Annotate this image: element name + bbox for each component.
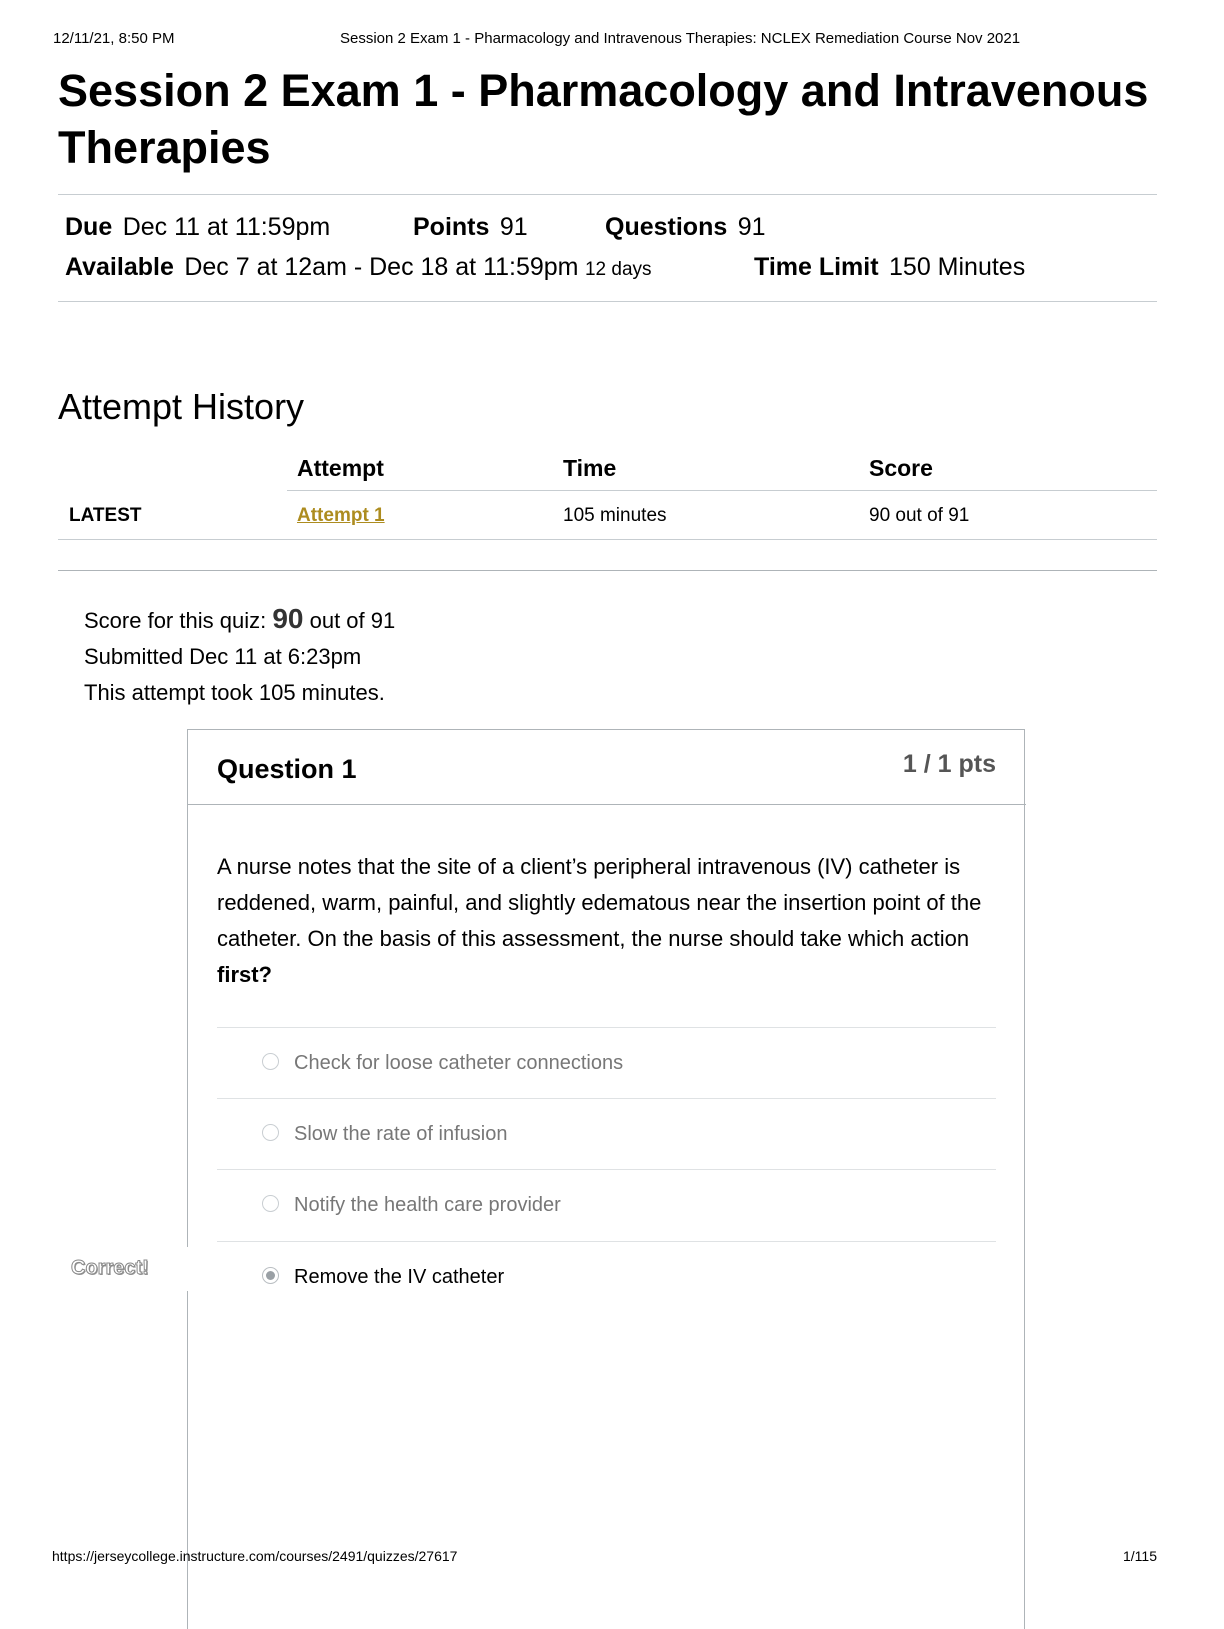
- question-header: [188, 730, 1026, 805]
- attempt-history-title: Attempt History: [58, 386, 305, 427]
- print-doc-title: Session 2 Exam 1 - Pharmacology and Intravenous Therapies: NCLEX Remediation Course Nov 2021: [340, 30, 1021, 47]
- answer-option-selected[interactable]: [217, 1241, 996, 1312]
- quiz-score-summary: [84, 603, 395, 635]
- due-field: [65, 213, 330, 242]
- answer-option[interactable]: [217, 1169, 996, 1240]
- latest-tag: LATEST: [69, 505, 142, 526]
- score-value: 90: [272, 603, 304, 634]
- page-title-line1: Session 2 Exam 1 - Pharmacology and Intravenous: [58, 65, 1149, 116]
- correct-answer-flag: [62, 1247, 190, 1291]
- score-prefix: Score for this quiz:: [84, 608, 267, 633]
- submitted-text: Submitted Dec 11 at 6:23pm: [84, 644, 362, 669]
- question-text-emphasis: first?: [217, 962, 272, 987]
- print-page-number: 1/115: [1123, 1548, 1157, 1564]
- divider: [58, 301, 1157, 302]
- answer-option[interactable]: [217, 1098, 996, 1169]
- available-field: [65, 253, 652, 282]
- time-limit-value: 150 Minutes: [889, 253, 1026, 281]
- column-header-attempt: Attempt: [297, 455, 384, 481]
- answer-label: Notify the health care provider: [294, 1194, 561, 1216]
- points-field: [413, 213, 528, 242]
- print-url: https://jerseycollege.instructure.com/courses/2491/quizzes/27617: [52, 1548, 458, 1564]
- answer-label: Slow the rate of infusion: [294, 1123, 508, 1145]
- radio-button-selected[interactable]: [262, 1267, 279, 1284]
- radio-button[interactable]: [262, 1124, 279, 1141]
- question-text-main: A nurse notes that the site of a client’s peripheral intravenous (IV) catheter is reddened, warm, painful, and slightly edematous near the insertion point of the catheter. On the basis of this assessment, the nurse should take which action: [217, 854, 982, 951]
- points-value: 91: [499, 213, 528, 241]
- divider: [58, 570, 1157, 571]
- answer-label: Remove the IV catheter: [294, 1266, 505, 1288]
- question-title: Question 1: [217, 754, 357, 784]
- available-label: Available: [65, 253, 174, 281]
- correct-label: Correct!: [71, 1257, 149, 1279]
- attempt-duration-text: This attempt took 105 minutes.: [84, 680, 385, 705]
- questions-value: 91: [737, 213, 766, 241]
- available-value: Dec 7 at 12am - Dec 18 at 11:59pm: [184, 253, 579, 281]
- print-datetime: 12/11/21, 8:50 PM: [53, 30, 175, 47]
- page-title: [58, 62, 1158, 176]
- time-limit-field: [754, 253, 1025, 282]
- due-label: Due: [65, 213, 113, 241]
- page-title-line2: Therapies: [58, 122, 271, 173]
- table-row: [58, 491, 1157, 540]
- due-value: Dec 11 at 11:59pm: [122, 213, 331, 241]
- points-label: Points: [413, 213, 490, 241]
- attempt-time: 105 minutes: [563, 505, 667, 526]
- available-duration: 12 days: [584, 259, 652, 280]
- answer-option[interactable]: [217, 1027, 996, 1098]
- time-limit-label: Time Limit: [754, 253, 879, 281]
- questions-label: Questions: [605, 213, 728, 241]
- questions-field: [605, 213, 766, 242]
- column-header-time: Time: [563, 455, 617, 481]
- radio-button[interactable]: [262, 1195, 279, 1212]
- question-text: [217, 849, 997, 993]
- divider: [58, 194, 1157, 195]
- radio-button[interactable]: [262, 1053, 279, 1070]
- question-card: [187, 729, 1025, 1629]
- attempt-score: 90 out of 91: [869, 505, 970, 526]
- attempt-1-link[interactable]: Attempt 1: [297, 505, 385, 526]
- column-header-score: Score: [869, 455, 933, 481]
- question-points: 1 / 1 pts: [902, 750, 996, 778]
- answer-label: Check for loose catheter connections: [294, 1052, 624, 1074]
- score-suffix: out of 91: [309, 608, 396, 633]
